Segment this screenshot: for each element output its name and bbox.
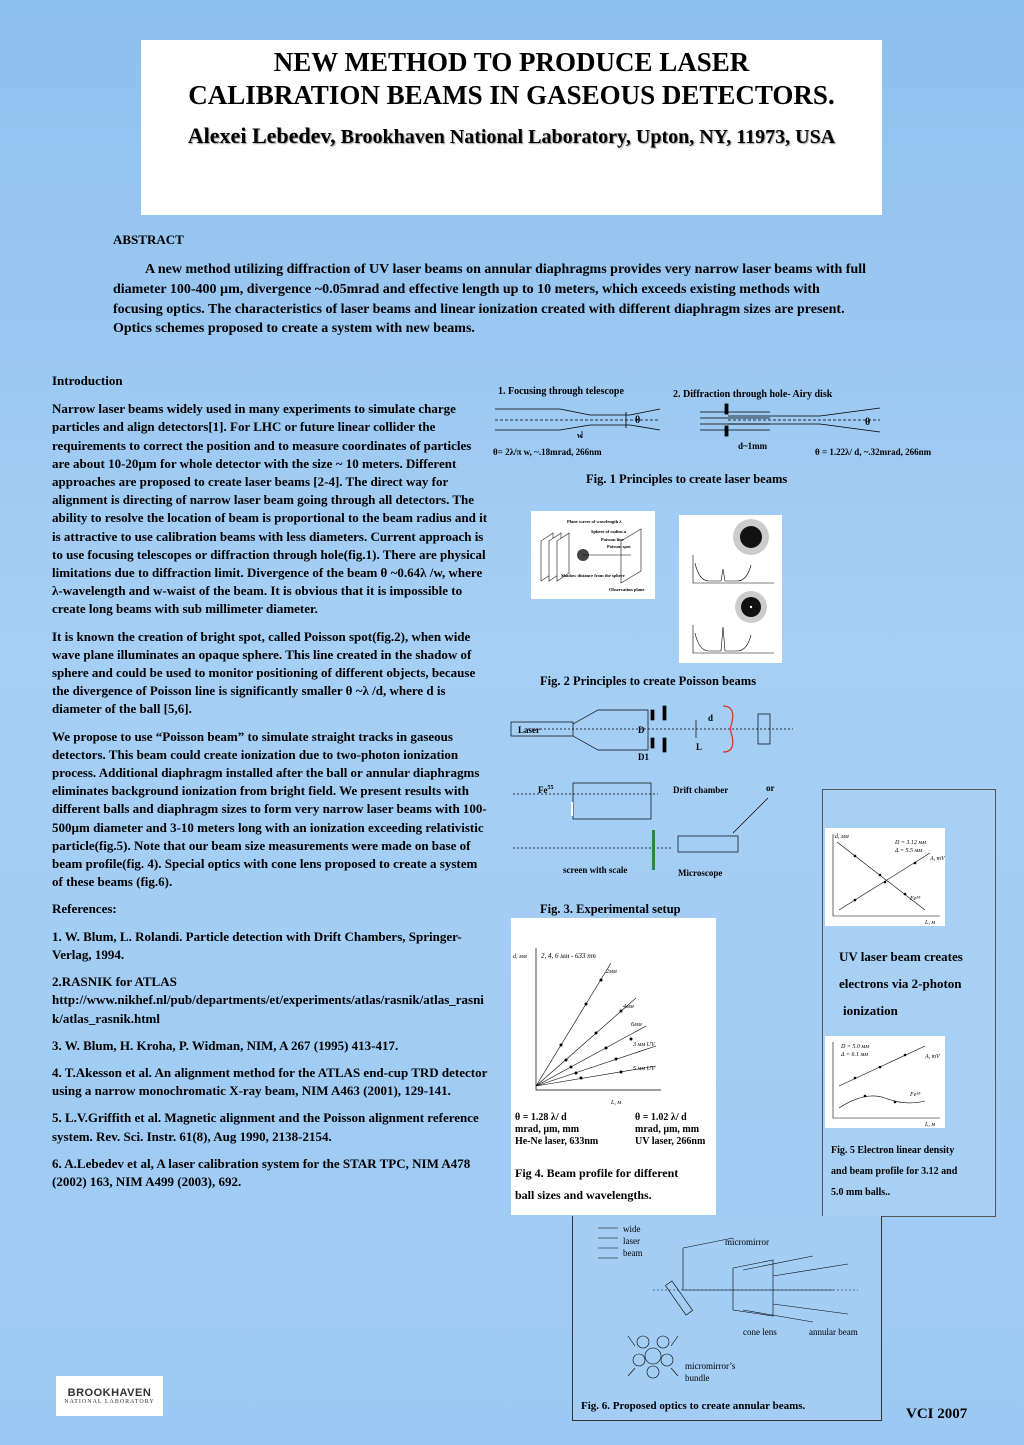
fig3-drift-chamber: Drift chamber xyxy=(673,785,729,795)
fig4-plot-label-1: 2, 4, 6 мм - 633 nm xyxy=(541,952,596,960)
reference-2-title: 2.RASNIK for ATLAS xyxy=(52,974,177,990)
fig2-note-5: Shadow distance from the sphere xyxy=(561,573,625,578)
fig5-bottom-label-1: D = 5.0 мм xyxy=(841,1044,870,1050)
fig4-plot-label-6: 5 мм UV xyxy=(633,1066,655,1072)
reference-3: 3. W. Blum, H. Kroha, P. Widman, NIM, A 267 (1995) 413-417. xyxy=(52,1037,399,1053)
fig1-theta-2: θ xyxy=(865,417,871,428)
reference-2-url: http://www.nikhef.nl/pub/departments/et/experiments/atlas/rasnik/atlas_rasnik/atlas_rasnik.html xyxy=(52,992,484,1026)
fig2-note-1: Plane waves of wavelength λ xyxy=(567,519,622,524)
poster-title xyxy=(141,46,882,112)
fig5-note-2: electrons via 2-photon xyxy=(839,976,962,991)
fig4-caption-2: ball sizes and wavelengths. xyxy=(515,1188,652,1202)
reference-4: 4. T.Akesson et al. An alignment method for the ATLAS end-cup TRD detector using a narrow monochromatic X-ray beam, NIM A463 (2001), 129-141. xyxy=(52,1064,488,1099)
fig3-L: L xyxy=(696,742,703,752)
fig5-top-svg xyxy=(825,828,945,926)
fig6-cone-lens: cone lens xyxy=(743,1327,777,1337)
airy-diagram xyxy=(700,404,880,436)
fig5-top-label-6: L, м xyxy=(925,920,936,926)
poisson-spot-plots xyxy=(679,515,782,663)
logo-top-text: BROOKHAVEN xyxy=(67,1387,152,1399)
fig2-note-4: Poisson spot xyxy=(607,544,631,549)
fig6-bundle-1: micromirror’s xyxy=(685,1361,736,1371)
fig2-caption: Fig. 2 Principles to create Poisson beams xyxy=(540,674,757,688)
reference-1: 1. W. Blum, L. Rolandi. Particle detection with Drift Chambers, Springer-Verlag, 1994. xyxy=(52,928,462,962)
fig6-wide: wide xyxy=(623,1224,641,1234)
fig5-bottom-svg xyxy=(825,1036,945,1128)
reference-5: 5. L.V.Griffith et al. Magnetic alignment and the Poisson alignment reference system. Rev. Sci. Instr. 61(8), Aug 1990, 2138-2154. xyxy=(52,1110,479,1144)
fig5-caption-1: Fig. 5 Electron linear density xyxy=(831,1145,955,1156)
fig6-caption: Fig. 6. Proposed optics to create annular beams. xyxy=(581,1400,806,1412)
fig4-plot-label-3: 4мм xyxy=(623,1004,634,1010)
fig2-airy-image xyxy=(679,515,782,663)
fig4-note-right xyxy=(635,1112,705,1148)
title-line-2: CALIBRATION BEAMS IN GASEOUS DETECTORS. xyxy=(188,80,835,110)
fig3-screen: screen with scale xyxy=(563,865,628,875)
fig5-bottom-label-4: Fe⁵⁵ xyxy=(910,1092,921,1098)
fig4-note-1b: mrad, µm, mm xyxy=(515,1124,580,1135)
fig5-top-label-5: Fe⁵⁵ xyxy=(910,896,921,902)
fig4-note-2c: UV laser, 266nm xyxy=(635,1136,706,1147)
fig5-caption xyxy=(831,1140,957,1203)
fig5-top-label-4: A, mV xyxy=(930,856,945,862)
fig5-caption-2: and beam profile for 3.12 and xyxy=(831,1166,958,1177)
fig1-diagram xyxy=(490,382,960,462)
fig4-x-label: L, м xyxy=(611,1100,622,1106)
fig4-plot xyxy=(511,918,716,1108)
abstract-text: A new method utilizing diffraction of UV laser beams on annular diaphragms provides very narrow laser beams with full diameter 100-400 µm, divergence ~0.05mrad and effective length up to 10 meters, which exceeds existing methods with focusing optics. The characteristics of laser beams and linear ionization created with different diaphragm sizes are present. Optics schemes proposed to create a system with new beams. xyxy=(113,262,867,337)
fig4-caption-1: Fig 4. Beam profile for different xyxy=(515,1166,679,1180)
fig5-note-3: ionization xyxy=(843,1003,898,1018)
fig3-fe: Fe$^{55}$ xyxy=(538,785,554,795)
fig6-bundle-2: bundle xyxy=(685,1373,710,1383)
fig2-sphere-image xyxy=(531,511,655,599)
fig4-note-1a: θ = 1.28 λ/ d xyxy=(515,1112,567,1123)
fig4-plot-label-5: 3 мм UV xyxy=(633,1042,655,1048)
fig6-laser: laser xyxy=(623,1236,640,1246)
fig3-d: d xyxy=(708,713,714,723)
fig5-note-1: UV laser beam creates xyxy=(839,949,963,964)
fig3-D: D xyxy=(638,725,645,735)
intro-heading: Introduction xyxy=(52,373,123,388)
fig3-microscope: Microscope xyxy=(678,868,723,878)
intro-paragraph-2: It is known the creation of bright spot, called Poisson spot(fig.2), when wide wave plane illuminates an opaque sphere. This line created in the shadow of sphere and could be used to monitor positioning of different objects, because the divergence of Poisson line is significantly smaller θ ~λ /d, where d is diameter of the ball [5,6]. xyxy=(52,628,476,717)
fig1-theta-1: θ xyxy=(635,415,641,426)
fig6-panel xyxy=(572,1216,882,1421)
fig6-annular-beam: annular beam xyxy=(809,1327,858,1337)
fig5-top-label-2: Δ = 5.5 мм xyxy=(895,848,923,854)
conference-label: VCI 2007 xyxy=(906,1406,968,1422)
fig2-note-3: Poisson line xyxy=(601,537,624,542)
fig1-label-2: 2. Diffraction through hole- Airy disk xyxy=(673,389,833,400)
intro-paragraph-1: Narrow laser beams widely used in many experiments to simulate charge particles and align detectors[1]. For LHC or future linear collider the requirements to correct the position and to measure coordinates of particles are about 10-20µm for whole detector with the size ~ 10 meters. Different approaches are proposed to create laser beams [2-4]. The direct way for alignment is directing of narrow laser beam going through all detectors. The ability to resolve the location of beam is proportional to the beam radius and it is attractive to use calibration beams with less diameters. Current approach is to use focusing telescopes or diffraction through hole(fig.1). There are physical limitations due to diffraction limit. Divergence of the beam θ ~0.64λ /w, where λ-wavelength and w-waist of the beam. It is obvious that it is impossible to create long beams with sub millimeter diameter. xyxy=(52,401,488,617)
poisson-sphere-sketch xyxy=(531,511,655,599)
fig5-caption-3: 5.0 mm balls.. xyxy=(831,1187,891,1198)
fig1-caption: Fig. 1 Principles to create laser beams xyxy=(586,472,788,486)
fig3-caption: Fig. 3. Experimental setup xyxy=(540,902,681,916)
fig3-laser: Laser xyxy=(518,725,540,735)
author-name: Alexei Lebedev, xyxy=(187,123,336,148)
title-box xyxy=(141,40,882,215)
fig1-formula-1: θ= 2λ/π w, ~.18mrad, 266nm xyxy=(493,447,602,457)
fig4-note-2a: θ = 1.02 λ/ d xyxy=(635,1112,687,1123)
fig4-y-label: d, мм xyxy=(513,954,527,960)
fig4-note-2b: mrad, µm, mm xyxy=(635,1124,700,1135)
fig1-w: w xyxy=(577,431,583,440)
fig5-bottom-plot xyxy=(825,1036,945,1128)
fig3-D1: D1 xyxy=(638,752,649,762)
logo-bottom-text: NATIONAL LABORATORY xyxy=(64,1399,155,1405)
fig5-top-label-1: D = 3.12 мм xyxy=(895,840,927,846)
fig5-bottom-label-5: L, м xyxy=(925,1122,936,1128)
affiliation: Brookhaven National Laboratory, Upton, NY, 11973, USA xyxy=(340,126,836,148)
author-line xyxy=(141,122,882,151)
title-line-1: NEW METHOD TO PRODUCE LASER xyxy=(273,47,750,77)
fig6-optics-diagram xyxy=(573,1216,881,1420)
fig2-note-2: Sphere of radius a xyxy=(591,529,627,534)
reference-2 xyxy=(52,973,490,1028)
fig6-micromirror: micromirror xyxy=(725,1237,769,1247)
abstract-heading: ABSTRACT xyxy=(113,232,184,247)
fig5-bottom-label-3: A, mV xyxy=(925,1054,940,1060)
fig5-top-plot xyxy=(825,828,945,926)
body-column xyxy=(52,372,490,1200)
fig4-note-1c: He-Ne laser, 633nm xyxy=(515,1136,599,1147)
bnl-logo xyxy=(56,1376,163,1416)
reference-6: 6. A.Lebedev et al, A laser calibration system for the STAR TPC, NIM A478 (2002) 163, NIM A499 (2003), 692. xyxy=(52,1155,471,1189)
fig3-setup-diagram xyxy=(508,698,808,883)
fig5-top-label-3: d, мм xyxy=(835,834,849,840)
fig4-note-left xyxy=(515,1112,598,1148)
fig5-note xyxy=(839,943,963,1024)
fig5-panel xyxy=(822,789,996,1217)
fig1-label-1: 1. Focusing through telescope xyxy=(498,386,624,397)
fig1-formula-2: θ = 1.22λ/ d, ~.32mrad, 266nm xyxy=(815,447,932,457)
fig3-or: or xyxy=(766,783,775,793)
fig5-bottom-label-2: Δ = 6.1 мм xyxy=(841,1052,869,1058)
fig4-plot-label-2: 2мм xyxy=(606,969,617,975)
fig6-beam: beam xyxy=(623,1248,643,1258)
fig2-note-6: Observation plane xyxy=(609,587,645,592)
fig4-plot-label-4: 6мм xyxy=(631,1022,642,1028)
fig1-d: d~1mm xyxy=(738,441,768,451)
references-heading: References: xyxy=(52,901,117,917)
intro-paragraph-3: We propose to use “Poisson beam” to simulate straight tracks in gaseous detectors. This beam could create ionization due to two-photon ionization process. Additional diaphragm installed after the ball or annular diaphragms eliminates background ionization from bright field. We present results with different balls and diaphragm sizes to form very narrow laser beams with 100-500µm diameter and 3-10 meters long with an ionization exceeding relativistic particle(fig.5). Note that our beam size measurements were made on base of beam profile(fig. 4). Special optics with cone lens proposed to create a system of these beams (fig.6). xyxy=(52,728,487,890)
fig4-caption xyxy=(515,1162,678,1206)
fig4-panel xyxy=(511,918,716,1215)
